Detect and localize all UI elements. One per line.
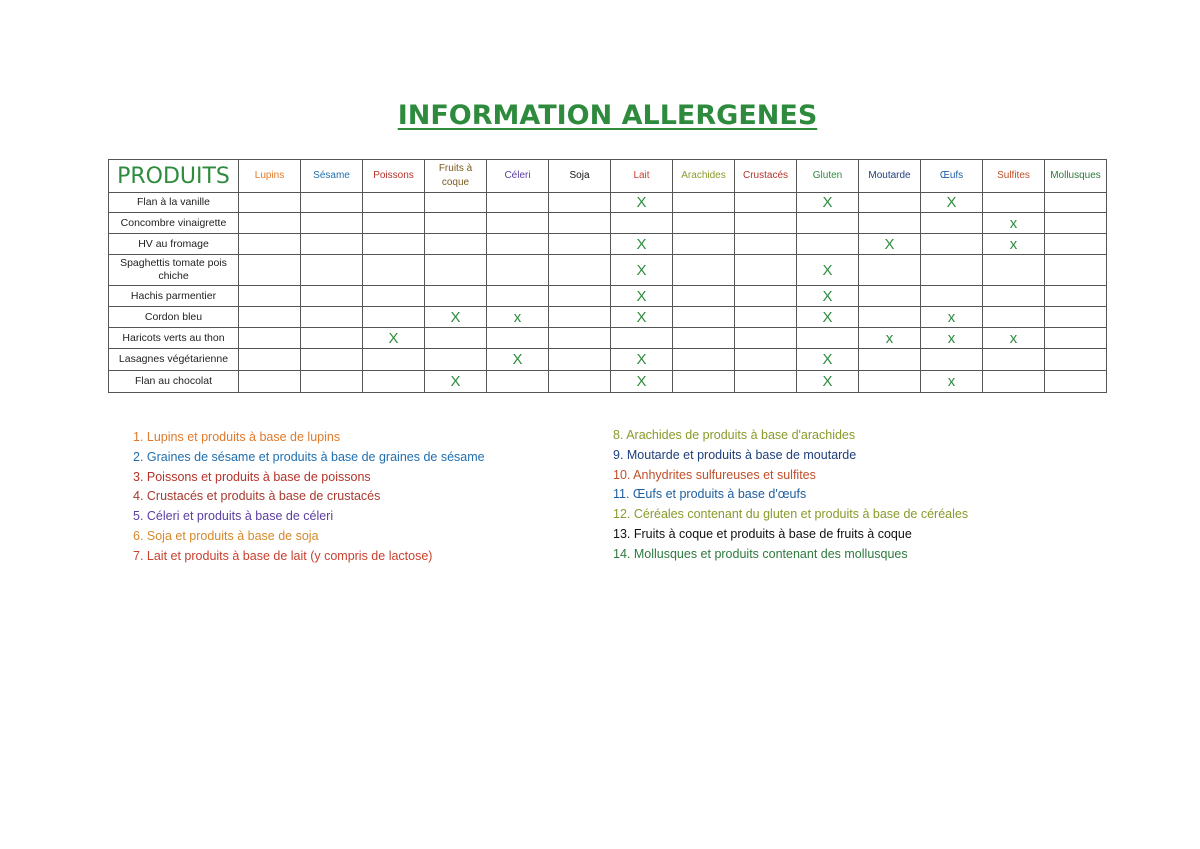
table-row [109, 349, 1107, 371]
allergen-cell: X [611, 234, 673, 255]
allergen-cell [735, 328, 797, 349]
allergen-cell [921, 349, 983, 371]
allergen-cell [301, 234, 363, 255]
allergen-cell [859, 371, 921, 393]
allergen-cell [549, 328, 611, 349]
legend-item: 1. Lupins et produits à base de lupins [133, 430, 341, 444]
allergen-cell [859, 286, 921, 307]
allergen-cell [1045, 193, 1107, 213]
allergen-cell [549, 371, 611, 393]
allergen-cell [611, 213, 673, 234]
allergen-cell [425, 328, 487, 349]
allergen-cell [239, 255, 301, 286]
table-row [109, 286, 1107, 307]
legend-item: 10. Anhydrites sulfureuses et sulfites [613, 467, 816, 482]
allergen-cell: X [797, 255, 859, 286]
allergen-cell [673, 193, 735, 213]
allergen-cell [301, 286, 363, 307]
allergen-cell [673, 234, 735, 255]
allergen-cell [549, 255, 611, 286]
allergen-cell [301, 213, 363, 234]
allergen-cell [673, 307, 735, 328]
allergen-cell: x [921, 307, 983, 328]
product-name: Hachis parmentier [109, 286, 239, 307]
allergen-cell: X [487, 349, 549, 371]
allergen-cell [859, 255, 921, 286]
allergen-cell [549, 349, 611, 371]
allergen-cell [487, 193, 549, 213]
legend-item: 7. Lait et produits à base de lait (y compris de lactose) [133, 548, 433, 563]
allergen-cell [859, 349, 921, 371]
column-header: Soja [549, 160, 611, 193]
allergen-cell [735, 371, 797, 393]
column-header: Lupins [239, 160, 301, 193]
allergen-cell: x [487, 307, 549, 328]
allergen-cell [301, 371, 363, 393]
allergen-cell [363, 371, 425, 393]
allergen-cell [301, 349, 363, 371]
allergen-cell [363, 349, 425, 371]
legend-right [613, 426, 968, 565]
allergen-cell: X [425, 307, 487, 328]
allergen-cell [487, 234, 549, 255]
column-header: Œufs [921, 160, 983, 193]
allergen-cell [797, 213, 859, 234]
column-header: Crustacés [735, 160, 797, 193]
column-header: Sulfites [983, 160, 1045, 193]
legend-item: 12. Céréales contenant du gluten et produits à base de céréales [613, 507, 969, 522]
allergen-cell [363, 307, 425, 328]
allergen-cell [673, 213, 735, 234]
column-header: Arachides [673, 160, 735, 193]
allergen-cell [1045, 328, 1107, 349]
table-row [109, 328, 1107, 349]
allergen-cell [425, 349, 487, 371]
allergen-cell [1045, 349, 1107, 371]
allergen-cell: x [983, 213, 1045, 234]
column-header: Fruits à coque [425, 160, 487, 193]
allergen-cell [983, 193, 1045, 213]
table-body [109, 193, 1107, 393]
allergen-cell [239, 193, 301, 213]
allergen-cell: x [983, 328, 1045, 349]
column-header: Moutarde [859, 160, 921, 193]
allergen-cell [921, 255, 983, 286]
allergen-cell [735, 234, 797, 255]
allergen-cell [363, 213, 425, 234]
allergen-cell [549, 213, 611, 234]
allergen-cell: X [797, 349, 859, 371]
product-name: Cordon bleu [109, 307, 239, 328]
allergen-cell: X [797, 307, 859, 328]
allergen-cell [363, 234, 425, 255]
allergen-cell: X [425, 371, 487, 393]
allergen-cell: X [611, 286, 673, 307]
allergen-cell [487, 286, 549, 307]
allergen-cell [301, 328, 363, 349]
allergen-cell [487, 371, 549, 393]
legend-item: 6. Soja et produits à base de soja [133, 528, 319, 543]
legend-item: 9. Moutarde et produits à base de moutarde [613, 447, 857, 462]
allergen-cell: X [797, 193, 859, 213]
table-row [109, 234, 1107, 255]
allergen-cell [797, 234, 859, 255]
column-header: Poissons [363, 160, 425, 193]
allergen-cell [673, 371, 735, 393]
allergen-cell: X [859, 234, 921, 255]
allergen-cell [735, 213, 797, 234]
allergen-cell: X [797, 286, 859, 307]
allergen-cell [797, 328, 859, 349]
table-header-row [109, 160, 1107, 193]
allergen-cell [363, 193, 425, 213]
allergen-cell [859, 213, 921, 234]
allergen-cell [549, 193, 611, 213]
legend-item: 3. Poissons et produits à base de poissons [133, 469, 371, 484]
allergen-cell: X [611, 349, 673, 371]
allergen-cell [735, 307, 797, 328]
allergen-cell [673, 286, 735, 307]
allergen-cell [239, 213, 301, 234]
allergen-cell [487, 213, 549, 234]
legend-item: 13. Fruits à coque et produits à base de fruits à coque [613, 526, 912, 541]
allergen-cell [983, 255, 1045, 286]
allergen-cell [425, 213, 487, 234]
allergen-cell: x [983, 234, 1045, 255]
allergen-cell [735, 255, 797, 286]
allergen-cell: X [921, 193, 983, 213]
legend-item: 11. Œufs et produits à base d'œufs [613, 487, 807, 502]
allergen-cell: X [611, 255, 673, 286]
allergen-cell: X [611, 307, 673, 328]
allergen-cell [301, 193, 363, 213]
column-header: Mollusques [1045, 160, 1107, 193]
table-row [109, 193, 1107, 213]
allergen-cell [425, 255, 487, 286]
allergen-cell [1045, 234, 1107, 255]
legend-item: 2. Graines de sésame et produits à base de graines de sésame [133, 449, 485, 464]
column-header: Sésame [301, 160, 363, 193]
product-name: Flan au chocolat [109, 371, 239, 393]
product-name: Concombre vinaigrette [109, 213, 239, 234]
allergen-cell [673, 349, 735, 371]
legend-item: 14. Mollusques et produits contenant des mollusques [613, 546, 908, 561]
allergen-cell: x [859, 328, 921, 349]
table-row [109, 213, 1107, 234]
allergen-cell: x [921, 371, 983, 393]
legend-item: 4. Crustacés et produits à base de crustacés [133, 489, 381, 504]
column-header: Lait [611, 160, 673, 193]
allergen-cell [859, 193, 921, 213]
allergen-cell: X [611, 193, 673, 213]
allergen-cell [1045, 213, 1107, 234]
allergen-cell: X [611, 371, 673, 393]
allergen-cell [301, 307, 363, 328]
allergen-cell [611, 328, 673, 349]
allergen-cell [363, 255, 425, 286]
allergen-cell [239, 234, 301, 255]
allergen-cell [735, 286, 797, 307]
page-title: INFORMATION ALLERGENES [397, 100, 818, 131]
allergen-cell [487, 328, 549, 349]
allergen-cell: X [363, 328, 425, 349]
products-header: PRODUITS [109, 160, 239, 193]
allergen-cell [425, 193, 487, 213]
allergen-cell [301, 255, 363, 286]
allergen-cell [549, 234, 611, 255]
allergen-cell [487, 255, 549, 286]
allergen-cell [425, 286, 487, 307]
allergen-cell [983, 371, 1045, 393]
table-row [109, 371, 1107, 393]
column-header: Céleri [487, 160, 549, 193]
allergen-cell [735, 193, 797, 213]
allergen-cell: x [921, 328, 983, 349]
product-name: Haricots verts au thon [109, 328, 239, 349]
allergen-cell [549, 286, 611, 307]
allergen-cell [1045, 286, 1107, 307]
product-name: Spaghettis tomate pois chiche [109, 255, 239, 286]
allergen-cell [425, 234, 487, 255]
allergen-cell [363, 286, 425, 307]
allergen-cell [921, 234, 983, 255]
allergen-cell [859, 307, 921, 328]
product-name: HV au fromage [109, 234, 239, 255]
allergen-cell [1045, 307, 1107, 328]
table-row [109, 255, 1107, 286]
product-name: Lasagnes végétarienne [109, 349, 239, 371]
allergen-cell [239, 349, 301, 371]
allergen-cell [239, 371, 301, 393]
allergen-cell: X [797, 371, 859, 393]
legend-item: 5. Céleri et produits à base de céleri [133, 509, 334, 524]
allergen-cell [239, 286, 301, 307]
allergen-cell [673, 255, 735, 286]
allergen-cell [983, 349, 1045, 371]
allergen-cell [673, 328, 735, 349]
column-header: Gluten [797, 160, 859, 193]
allergen-cell [921, 213, 983, 234]
allergen-cell [1045, 255, 1107, 286]
table-row [109, 307, 1107, 328]
allergen-cell [1045, 371, 1107, 393]
allergen-cell [239, 307, 301, 328]
allergen-table [108, 159, 1107, 393]
allergen-cell [983, 307, 1045, 328]
legend-left [133, 428, 485, 567]
allergen-cell [239, 328, 301, 349]
allergen-cell [549, 307, 611, 328]
allergen-cell [983, 286, 1045, 307]
allergen-cell [735, 349, 797, 371]
product-name: Flan à la vanille [109, 193, 239, 213]
allergen-cell [921, 286, 983, 307]
legend-item: 8. Arachides de produits à base d'arachides [613, 428, 856, 442]
